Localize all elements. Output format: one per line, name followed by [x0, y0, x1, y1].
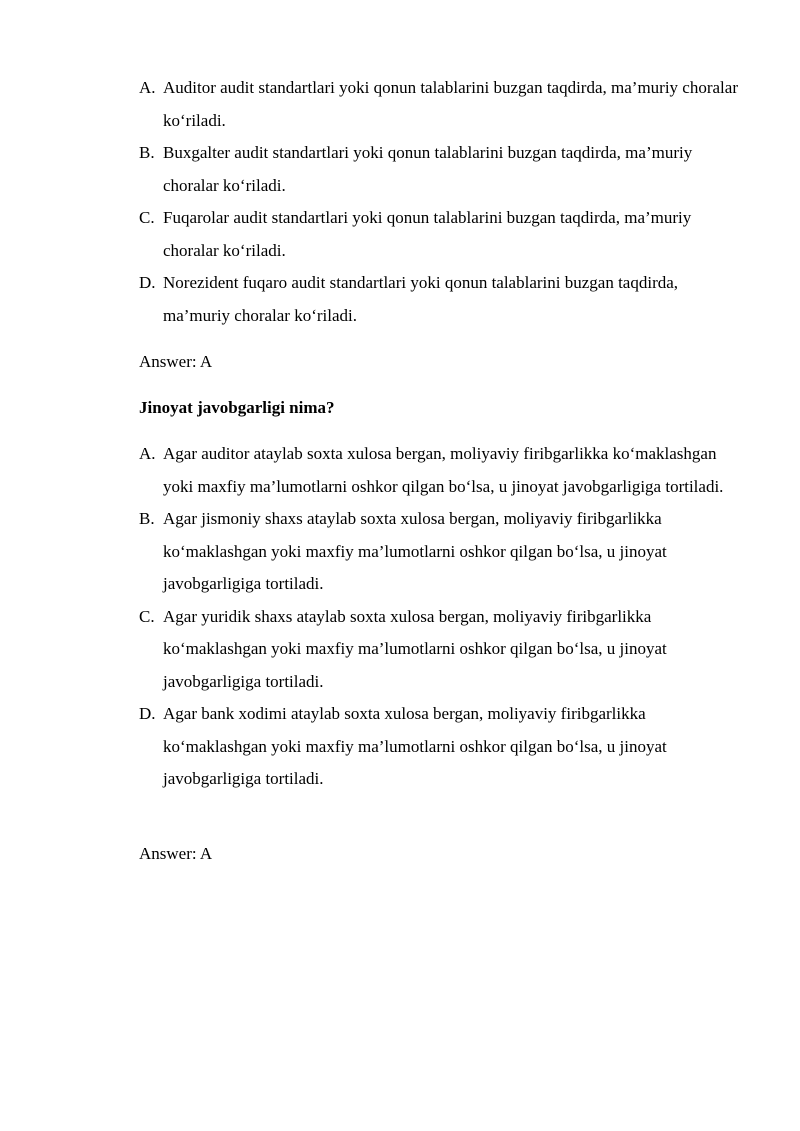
- option-letter: B.: [139, 143, 155, 162]
- option-letter: C.: [139, 208, 155, 227]
- option-letter: C.: [139, 606, 155, 626]
- option-letter: A.: [139, 444, 156, 463]
- q2-option-b: [139, 503, 749, 601]
- q1-option-a: [139, 72, 749, 137]
- q1-options: [139, 72, 749, 332]
- option-letter: D.: [139, 704, 156, 723]
- option-text: Norezident fuqaro audit standartlari yoki qonun talablarini buzgan taqdirda, ma’muriy choralar ko‘riladi.: [163, 273, 679, 325]
- q1-option-b: [139, 137, 749, 202]
- q2-option-d: [139, 698, 749, 796]
- option-text: Agar jismoniy shaxs ataylab soxta xulosa bergan, moliyaviy firibgarlikka ko‘maklashgan yoki maxfiy ma’lumotlarni oshkor qilgan bo‘lsa, u jinoyat javobgarligiga tortiladi.: [163, 509, 667, 593]
- q2-option-a: [139, 438, 749, 503]
- option-text: Auditor audit standartlari yoki qonun talablarini buzgan taqdirda, ma’muriy choralar ko‘riladi.: [163, 78, 738, 130]
- option-text: Fuqarolar audit standartlari yoki qonun talablarini buzgan taqdirda, ma’muriy choralar ko‘riladi.: [163, 208, 692, 260]
- option-text: Agar bank xodimi ataylab soxta xulosa bergan, moliyaviy firibgarlikka ko‘maklashgan yoki maxfiy ma’lumotlarni oshkor qilgan bo‘lsa, u jinoyat javobgarligiga tortiladi.: [163, 704, 667, 788]
- option-text: Agar yuridik shaxs ataylab soxta xulosa bergan, moliyaviy firibgarlikka ko‘maklashgan yoki maxfiy ma’lumotlarni oshkor qilgan bo‘lsa, u jinoyat javobgarligiga tortiladi.: [163, 606, 667, 691]
- q2-option-c: [139, 601, 749, 699]
- q1-option-c: [139, 202, 749, 267]
- q2-answer: Answer: A: [139, 844, 213, 863]
- q1-answer: Answer: A: [139, 352, 213, 371]
- q1-option-d: [139, 267, 749, 332]
- option-letter: A.: [139, 78, 156, 97]
- q2-question: Jinoyat javobgarligi nima?: [139, 398, 335, 417]
- option-letter: D.: [139, 273, 156, 292]
- option-text: Agar auditor ataylab soxta xulosa bergan, moliyaviy firibgarlikka ko‘maklashgan yoki maxfiy ma’lumotlarni oshkor qilgan bo‘lsa, u jinoyat javobgarligiga tortiladi.: [163, 444, 724, 496]
- option-text: Buxgalter audit standartlari yoki qonun talablarini buzgan taqdirda, ma’muriy choralar ko‘riladi.: [163, 143, 693, 195]
- option-letter: B.: [139, 509, 155, 528]
- q2-options: [139, 438, 749, 796]
